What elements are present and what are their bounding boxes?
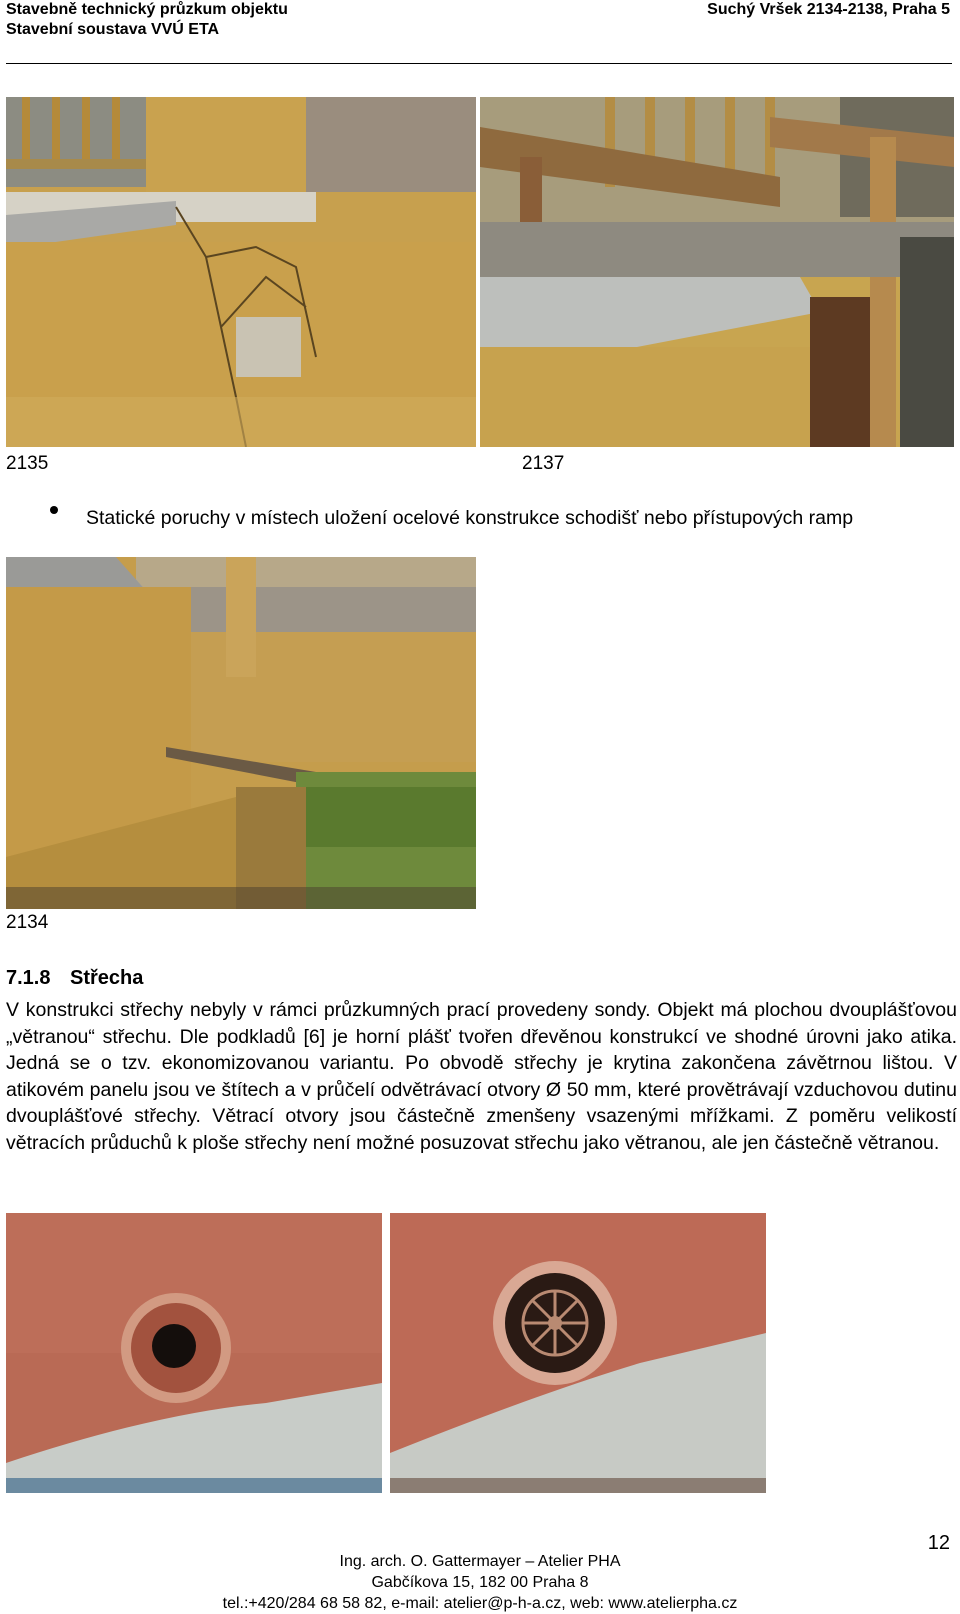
document-header [6, 0, 288, 40]
header-subtitle: Stavební soustava VVÚ ETA [6, 21, 220, 38]
photo-vent-hole [6, 1213, 382, 1493]
photo-plaster-crack [6, 97, 476, 447]
footer-address: Gabčíkova 15, 182 00 Praha 8 [371, 1574, 589, 1591]
footer-author: Ing. arch. O. Gattermayer – Atelier PHA [339, 1553, 621, 1570]
page-number: 12 [927, 1532, 950, 1554]
section-title: Střecha [70, 967, 144, 989]
header-divider [6, 63, 952, 64]
photo-ramp-railing [480, 97, 954, 447]
photo-stair-bearing [6, 557, 476, 909]
body-paragraph: V konstrukci střechy nebyly v rámci průzkumných prací provedeny sondy. Objekt má plochou dvouplášťovou „větranou“ střechu. Dle podkladů [6] je horní plášť tvořen dřevěnou konstrukcí ve shodné úrovni jako atika. Jedná se o tzv. ekonomizovanou variantu. Po obvodě střechy je krytina zakončena závětrnou lištou. V atikovém panelu jsou ve štítech a v průčelí odvětrávací otvory Ø 50 mm, které provětrávají vzduchovou dutinu dvouplášťové střechy. Větrací otvory jsou částečně zmenšeny vsazenými mřížkami. Z poměru velikostí větracích průduchů k ploše střechy není možné posuzovat střechu jako větranou, ale jen částečně větranou. [6, 999, 957, 1154]
footer-contact: tel.:+420/284 68 58 82, e-mail: atelier@p-h-a.cz, web: www.atelierpha.cz [222, 1595, 738, 1612]
document-footer [0, 1551, 960, 1614]
section-number: 7.1.8 [6, 967, 51, 989]
header-title: Stavebně technický průzkum objektu [6, 1, 288, 18]
photo-caption: 2135 [6, 453, 49, 474]
photo-vent-grille [390, 1213, 766, 1493]
section-heading [6, 967, 143, 990]
photo-caption: 2134 [6, 912, 49, 933]
bullet-text: Statické poruchy v místech uložení ocelové konstrukce schodišť nebo přístupových ramp [86, 507, 854, 529]
photo-caption: 2137 [522, 453, 565, 474]
header-address: Suchý Vršek 2134-2138, Praha 5 [707, 1, 950, 18]
bullet-point [50, 506, 58, 514]
